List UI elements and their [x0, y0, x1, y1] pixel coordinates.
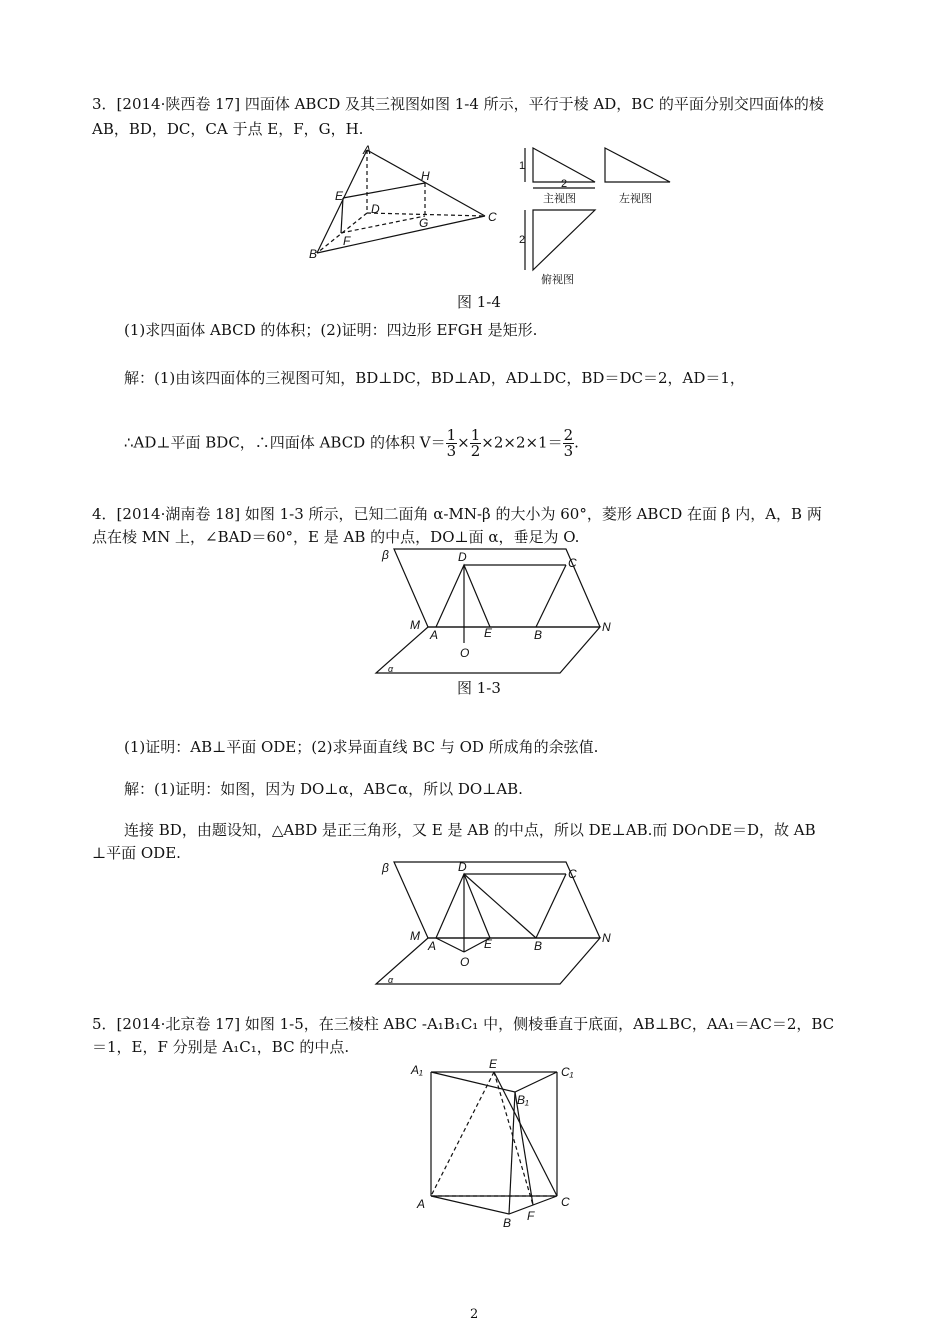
label-C1: C₁ — [561, 1065, 574, 1079]
label-H: H — [421, 169, 430, 183]
label-M: M — [410, 618, 420, 632]
label-D: D — [371, 202, 380, 216]
label-N: N — [602, 931, 611, 945]
p5-line2: ＝1，E，F 分别是 A₁C₁，BC 的中点. — [92, 1038, 350, 1056]
label-O: O — [460, 646, 470, 660]
label-N: N — [602, 620, 611, 634]
p4-caption: 图 1-3 — [457, 679, 501, 697]
times-sign: × — [457, 433, 470, 452]
label-F: F — [343, 234, 351, 248]
label-alpha: α — [388, 975, 394, 985]
p4-solution-2: 连接 BD，由题设知，△ABD 是正三角形，又 E 是 AB 的中点，所以 DE⊥AB.而 DO∩DE＝D，故 AB — [124, 821, 816, 839]
label-D: D — [458, 860, 467, 874]
dim-1: 1 — [519, 160, 526, 172]
period: . — [574, 433, 579, 452]
p4-line1: 4．[2014·湖南卷 18] 如图 1-3 所示，已知二面角 α-MN-β 的大小为 60°，菱形 ABCD 在面 β 内，A，B 两 — [92, 505, 822, 523]
view-top: 俯视图 — [541, 274, 574, 286]
label-B: B — [309, 247, 318, 261]
page-number: 2 — [470, 1307, 479, 1322]
label-O: O — [460, 955, 470, 969]
p4-line2: 点在棱 MN 上，∠BAD＝60°，E 是 AB 的中点，DO⊥面 α，垂足为 O. — [92, 528, 580, 546]
label-A: A — [363, 143, 372, 157]
label-E: E — [484, 626, 493, 640]
p3-caption: 图 1-4 — [457, 293, 501, 311]
label-alpha: α — [388, 664, 394, 674]
p3-line1: 3．[2014·陕西卷 17] 四面体 ABCD 及其三视图如图 1-4 所示，平行于棱 AD，BC 的平面分别交四面体的棱 — [92, 95, 824, 113]
label-A: A — [417, 1197, 426, 1211]
p5-line1: 5．[2014·北京卷 17] 如图 1-5，在三棱柱 ABC -A₁B₁C₁ 中，侧棱垂直于底面，AB⊥BC，AA₁＝AC＝2，BC — [92, 1015, 835, 1033]
p4-question: (1)证明：AB⊥平面 ODE；(2)求异面直线 BC 与 OD 所成角的余弦值. — [124, 738, 599, 756]
dim-2a: 2 — [561, 178, 568, 190]
label-A1: A₁ — [411, 1063, 423, 1077]
label-C: C — [561, 1195, 570, 1209]
view-side: 左视图 — [619, 193, 652, 205]
label-E: E — [484, 937, 493, 951]
label-M: M — [410, 929, 420, 943]
label-E: E — [489, 1058, 498, 1071]
label-beta: β — [382, 861, 389, 875]
p3-line2: AB，BD，DC，CA 于点 E，F，G，H. — [92, 120, 364, 138]
label-B1: B₁ — [517, 1093, 529, 1107]
p4-solution-figure — [370, 858, 620, 988]
frac-one-half: $\frac{1}{2}$ — [470, 426, 481, 460]
p3-solution-2 — [124, 428, 579, 459]
label-D: D — [458, 550, 467, 564]
sol2-prefix: ∴AD⊥平面 BDC，∴四面体 ABCD 的体积 V＝ — [124, 433, 446, 452]
frac-two-thirds: $\frac{2}{3}$ — [563, 426, 574, 460]
label-C: C — [568, 556, 577, 570]
label-A: A — [428, 939, 437, 953]
p4-solution-1: 解：(1)证明：如图，因为 DO⊥α，AB⊂α，所以 DO⊥AB. — [124, 780, 523, 798]
p3-solution-1: 解：(1)由该四面体的三视图可知，BD⊥DC，BD⊥AD，AD⊥DC，BD＝DC＝2，AD＝1， — [124, 369, 745, 387]
p3-tetrahedron-figure — [305, 140, 685, 288]
label-C: C — [488, 210, 497, 224]
p4-dihedral-figure — [370, 545, 620, 677]
view-front: 主视图 — [543, 193, 576, 205]
label-C: C — [568, 867, 577, 881]
frac-one-third: $\frac{1}{3}$ — [446, 426, 457, 460]
label-B: B — [503, 1216, 512, 1228]
p3-question: (1)求四面体 ABCD 的体积；(2)证明：四边形 EFGH 是矩形. — [124, 321, 538, 339]
label-beta: β — [382, 548, 389, 562]
label-B: B — [534, 628, 543, 642]
label-F: F — [527, 1209, 535, 1223]
product-terms: ×2×2×1＝ — [481, 433, 563, 452]
p4-solution-3: ⊥平面 ODE. — [92, 844, 181, 862]
label-A: A — [430, 628, 439, 642]
p5-prism-figure — [405, 1058, 585, 1228]
label-E: E — [335, 189, 344, 203]
dim-2b: 2 — [519, 234, 526, 246]
label-B: B — [534, 939, 543, 953]
label-G: G — [419, 216, 429, 230]
